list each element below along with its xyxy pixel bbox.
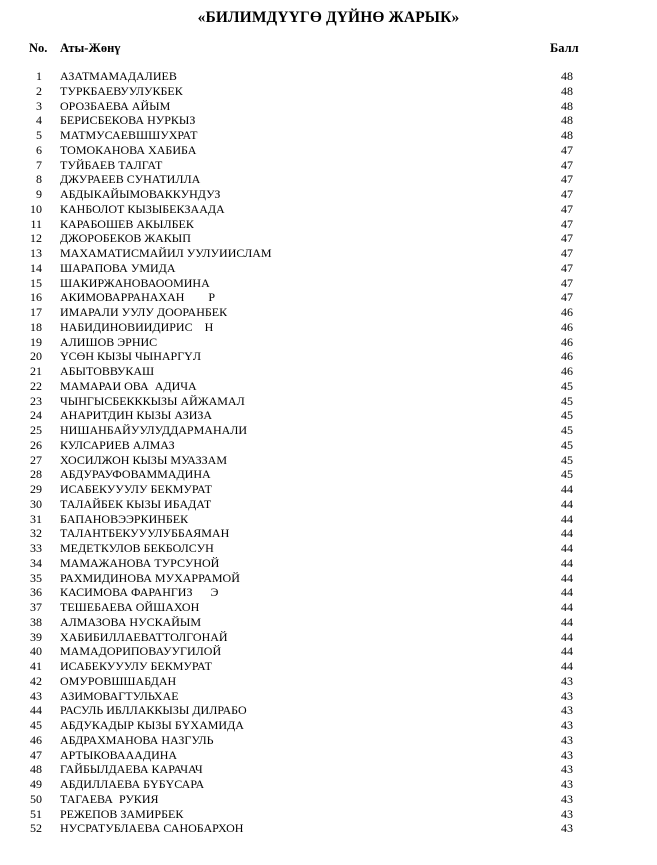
- row-name: ИСАБЕКУУУЛУ БЕКМУРАТ: [60, 659, 212, 673]
- table-row: [0, 541, 657, 556]
- row-score: 45: [561, 467, 573, 482]
- row-number: 23: [30, 393, 42, 408]
- row-score: 47: [561, 275, 573, 290]
- row-name: МАТМУСАЕВШШУХРАТ: [60, 128, 198, 142]
- table-row: [0, 453, 657, 468]
- row-number: 25: [30, 423, 42, 437]
- row-name: РЕЖЕПОВ ЗАМИРБЕК: [60, 806, 184, 821]
- row-score: 47: [561, 157, 573, 172]
- table-row: [0, 349, 657, 364]
- row-score: 46: [561, 305, 573, 319]
- row-score: 47: [561, 290, 573, 305]
- row-score: 43: [561, 777, 573, 791]
- table-row: [0, 630, 657, 645]
- row-score: 43: [561, 791, 573, 806]
- table-row: [0, 674, 657, 689]
- table-row: [0, 615, 657, 630]
- table-row: [0, 526, 657, 541]
- table-row: [0, 246, 657, 261]
- row-score: 44: [561, 614, 573, 629]
- row-name: АБДИЛЛАЕВА БҮБҮСАРА: [60, 777, 205, 791]
- row-score: 45: [561, 378, 573, 393]
- row-name: НУСРАТУБЛАЕВА САНОБАРХОН: [60, 821, 244, 836]
- row-name: АБЫТОВВУКАШ: [60, 364, 155, 378]
- row-number: 11: [30, 216, 42, 231]
- row-number: 44: [30, 703, 42, 718]
- row-number: 4: [36, 113, 42, 128]
- row-score: 48: [561, 113, 573, 128]
- table-header: [0, 41, 657, 57]
- row-number: 9: [36, 187, 42, 201]
- row-number: 7: [36, 157, 42, 172]
- document-title: «БИЛИМДҮҮГӨ ДҮЙНӨ ЖАРЫК»: [197, 9, 460, 26]
- table-row: [0, 113, 657, 128]
- row-name: ҮСӨН КЫЗЫ ЧЫНАРГҮЛ: [60, 349, 201, 364]
- header-number: No.: [29, 41, 48, 55]
- table-row: [0, 762, 657, 777]
- table-row: [0, 497, 657, 512]
- table-row: [0, 423, 657, 438]
- row-name: МАМАДОРИПОВАУУГИЛОЙ: [60, 644, 222, 659]
- row-number: 49: [30, 777, 42, 791]
- row-name: АРТЫКОВАААДИНА: [60, 747, 178, 762]
- row-name: ХОСИЛЖОН КЫЗЫ МУАЗЗАМ: [60, 452, 228, 467]
- row-number: 10: [30, 201, 42, 216]
- row-name: РАСУЛЬ ИБЛЛАККЫЗЫ ДИЛРАБО: [60, 703, 247, 718]
- row-score: 43: [561, 673, 573, 688]
- row-score: 47: [561, 201, 573, 216]
- row-score: 45: [561, 437, 573, 452]
- row-number: 45: [30, 718, 42, 732]
- table-row: [0, 364, 657, 379]
- row-number: 36: [30, 585, 42, 600]
- row-number: 27: [30, 452, 42, 467]
- table-row: [0, 128, 657, 143]
- table-row: [0, 600, 657, 615]
- row-name: ТАГАЕВА РУКИЯ: [60, 791, 159, 806]
- row-number: 52: [30, 821, 42, 836]
- row-score: 44: [561, 541, 573, 555]
- row-name: АБДУКАДЫР КЫЗЫ БҮХАМИДА: [60, 718, 244, 732]
- row-name: АЛМАЗОВА НУСКАЙЫМ: [60, 614, 202, 629]
- row-name: ТАЛАЙБЕК КЫЗЫ ИБАДАТ: [60, 496, 212, 511]
- row-name: АЗИМОВАГТУЛЬХАЕ: [60, 688, 179, 703]
- table-row: [0, 305, 657, 320]
- table-row: [0, 202, 657, 217]
- row-name: АБДРАХМАНОВА НАЗГУЛЬ: [60, 732, 214, 747]
- row-score: 48: [561, 83, 573, 98]
- row-score: 44: [561, 585, 573, 600]
- row-score: 44: [561, 496, 573, 511]
- row-number: 8: [36, 172, 42, 187]
- row-score: 43: [561, 762, 573, 777]
- row-score: 48: [561, 128, 573, 142]
- row-name: ОРОЗБАЕВА АЙЫМ: [60, 98, 171, 113]
- row-number: 47: [30, 747, 42, 762]
- table-row: [0, 703, 657, 718]
- row-number: 18: [30, 319, 42, 334]
- row-score: 47: [561, 260, 573, 275]
- table-row: [0, 482, 657, 497]
- row-number: 15: [30, 275, 42, 290]
- row-number: 3: [36, 98, 42, 113]
- row-number: 21: [30, 364, 42, 378]
- table-row: [0, 379, 657, 394]
- row-number: 46: [30, 732, 42, 747]
- row-number: 19: [30, 334, 42, 349]
- row-number: 42: [30, 673, 42, 688]
- row-number: 24: [30, 408, 42, 423]
- row-number: 40: [30, 644, 42, 659]
- row-name: ГАЙБЫЛДАЕВА КАРАЧАЧ: [60, 762, 203, 777]
- row-number: 50: [30, 791, 42, 806]
- row-name: ДЖОРОБЕКОВ ЖАКЫП: [60, 231, 191, 246]
- table-row: [0, 84, 657, 99]
- header-name: Аты-Жөнү: [60, 41, 121, 55]
- table-row: [0, 320, 657, 335]
- row-number: 20: [30, 349, 42, 364]
- row-name: АЗАТМАМАДАЛИЕВ: [60, 69, 177, 83]
- row-score: 46: [561, 334, 573, 349]
- row-name: ДЖУРАЕЕВ СУНАТИЛЛА: [60, 172, 201, 187]
- row-score: 48: [561, 98, 573, 113]
- row-number: 1: [36, 69, 42, 83]
- row-number: 35: [30, 570, 42, 585]
- row-score: 44: [561, 570, 573, 585]
- row-number: 12: [30, 231, 42, 246]
- row-score: 45: [561, 423, 573, 437]
- table-row: [0, 777, 657, 792]
- table-row: [0, 733, 657, 748]
- table-row: [0, 792, 657, 807]
- row-name: МЕДЕТКУЛОВ БЕКБОЛСУН: [60, 541, 214, 555]
- row-score: 43: [561, 732, 573, 747]
- row-name: АКИМОВАРРАНАХАН Р: [60, 290, 216, 305]
- row-number: 22: [30, 378, 42, 393]
- row-score: 46: [561, 364, 573, 378]
- table-row: [0, 231, 657, 246]
- row-score: 44: [561, 629, 573, 644]
- row-name: КАРАБОШЕВ АКЫЛБЕК: [60, 216, 194, 231]
- row-name: МАХАМАТИСМАЙИЛ УУЛУИИСЛАМ: [60, 246, 272, 260]
- row-score: 45: [561, 393, 573, 408]
- table-row: [0, 187, 657, 202]
- row-name: ТОМОКАНОВА ХАБИБА: [60, 142, 197, 157]
- row-score: 44: [561, 600, 573, 614]
- row-number: 39: [30, 629, 42, 644]
- row-number: 30: [30, 496, 42, 511]
- table-row: [0, 748, 657, 763]
- row-score: 44: [561, 511, 573, 526]
- table-row: [0, 335, 657, 350]
- table-row: [0, 290, 657, 305]
- row-score: 47: [561, 246, 573, 260]
- table-row: [0, 408, 657, 423]
- row-number: 41: [30, 659, 42, 673]
- table-row: [0, 821, 657, 836]
- table-row: [0, 158, 657, 173]
- row-name: ИМАРАЛИ УУЛУ ДООРАНБЕК: [60, 305, 228, 319]
- row-score: 47: [561, 172, 573, 187]
- row-name: КАСИМОВА ФАРАНГИЗ Э: [60, 585, 219, 600]
- row-score: 44: [561, 644, 573, 659]
- row-score: 47: [561, 231, 573, 246]
- row-number: 48: [30, 762, 42, 777]
- row-score: 47: [561, 142, 573, 157]
- table-row: [0, 276, 657, 291]
- row-name: НИШАНБАЙУУЛУДДАРМАНАЛИ: [60, 423, 248, 437]
- table-row: [0, 467, 657, 482]
- row-name: ТУРКБАЕВУУЛУКБЕК: [60, 83, 183, 98]
- table-row: [0, 807, 657, 822]
- row-name: АБДУРАУФОВАММАДИНА: [60, 467, 211, 482]
- row-score: 43: [561, 718, 573, 732]
- row-name: ШАРАПОВА УМИДА: [60, 260, 176, 275]
- row-number: 31: [30, 511, 42, 526]
- row-score: 47: [561, 187, 573, 201]
- row-name: АБДЫКАЙЫМОВАККУНДУЗ: [60, 187, 221, 201]
- row-name: ТУЙБАЕВ ТАЛГАТ: [60, 157, 163, 172]
- row-name: РАХМИДИНОВА МУХАРРАМОЙ: [60, 570, 240, 585]
- row-number: 26: [30, 437, 42, 452]
- row-number: 51: [30, 806, 42, 821]
- table-row: [0, 571, 657, 586]
- row-name: БЕРИСБЕКОВА НУРКЫЗ: [60, 113, 196, 128]
- row-score: 43: [561, 821, 573, 836]
- row-number: 34: [30, 555, 42, 570]
- row-name: АЛИШОВ ЭРНИС: [60, 334, 158, 349]
- table-row: [0, 585, 657, 600]
- row-score: 46: [561, 349, 573, 364]
- row-number: 5: [36, 128, 42, 142]
- row-number: 33: [30, 541, 42, 555]
- row-name: ТЕШЕБАЕВА ОЙШАХОН: [60, 600, 200, 614]
- header-score: Балл: [550, 41, 579, 55]
- row-score: 44: [561, 659, 573, 673]
- row-score: 44: [561, 555, 573, 570]
- table-row: [0, 659, 657, 674]
- table-row: [0, 689, 657, 704]
- row-score: 47: [561, 216, 573, 231]
- row-score: 43: [561, 703, 573, 718]
- row-number: 6: [36, 142, 42, 157]
- row-score: 45: [561, 408, 573, 423]
- row-number: 28: [30, 467, 42, 482]
- row-number: 13: [30, 246, 42, 260]
- row-name: ТАЛАНТБЕКУУУЛУББАЯМАН: [60, 526, 230, 541]
- table-row: [0, 217, 657, 232]
- row-name: ЧЫНГЫСБЕКККЫЗЫ АЙЖАМАЛ: [60, 393, 245, 408]
- row-number: 16: [30, 290, 42, 305]
- table-row: [0, 718, 657, 733]
- row-number: 17: [30, 305, 42, 319]
- table-row: [0, 172, 657, 187]
- table-row: [0, 556, 657, 571]
- row-name: ИСАБЕКУУУЛУ БЕКМУРАТ: [60, 482, 212, 496]
- row-name: ШАКИРЖАНОВАООМИНА: [60, 275, 210, 290]
- row-name: КУЛСАРИЕВ АЛМАЗ: [60, 437, 175, 452]
- row-score: 45: [561, 452, 573, 467]
- row-score: 44: [561, 526, 573, 541]
- table-row: [0, 438, 657, 453]
- row-name: ОМУРОВШШАБДАН: [60, 673, 177, 688]
- row-score: 44: [561, 482, 573, 496]
- row-name: БАПАНОВЭЭРКИНБЕК: [60, 511, 189, 526]
- row-number: 29: [30, 482, 42, 496]
- row-name: КАНБОЛОТ КЫЗЫБЕКЗААДА: [60, 201, 225, 216]
- row-score: 43: [561, 806, 573, 821]
- row-number: 14: [30, 260, 42, 275]
- row-name: АНАРИТДИН КЫЗЫ АЗИЗА: [60, 408, 213, 423]
- table-row: [0, 394, 657, 409]
- row-number: 38: [30, 614, 42, 629]
- table-row: [0, 69, 657, 84]
- row-score: 46: [561, 319, 573, 334]
- row-name: НАБИДИНОВИИДИРИС Н: [60, 319, 214, 334]
- row-name: ХАБИБИЛЛАЕВАТТОЛГОНАЙ: [60, 629, 228, 644]
- row-name: МАМАРАИ ОВА АДИЧА: [60, 378, 197, 393]
- row-name: МАМАЖАНОВА ТУРСУНОЙ: [60, 555, 220, 570]
- results-list: [0, 69, 657, 836]
- table-row: [0, 143, 657, 158]
- table-row: [0, 512, 657, 527]
- table-row: [0, 644, 657, 659]
- row-score: 43: [561, 747, 573, 762]
- row-number: 37: [30, 600, 42, 614]
- table-row: [0, 261, 657, 276]
- table-row: [0, 99, 657, 114]
- row-number: 2: [36, 83, 42, 98]
- row-score: 48: [561, 69, 573, 83]
- row-number: 32: [30, 526, 42, 541]
- row-score: 43: [561, 688, 573, 703]
- row-number: 43: [30, 688, 42, 703]
